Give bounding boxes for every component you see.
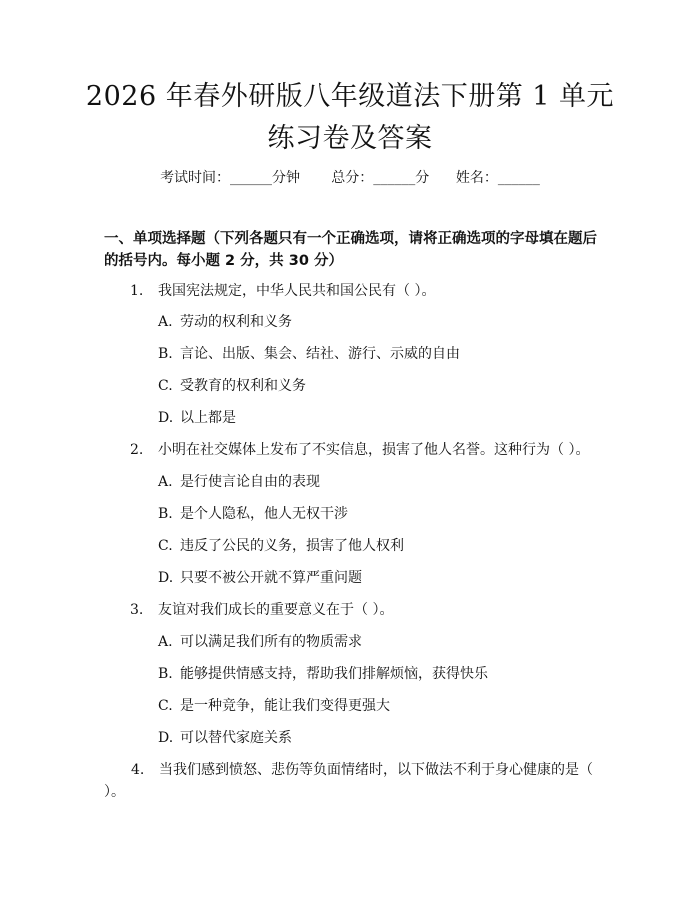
question-1-option-c	[158, 376, 306, 396]
option-letter: A.	[158, 474, 173, 490]
document-title: 2026 年春外研版八年级道法下册第 1 单元练习卷及答案	[85, 81, 615, 154]
section-heading: 一、单项选择题（下列各题只有一个正确选项，请将正确选项的字母填在题后的括号内。每小题 2 分，共 30 分）	[104, 231, 597, 269]
option-letter: B.	[158, 346, 173, 362]
option-text: 可以满足我们所有的物质需求	[180, 634, 362, 650]
question-2	[130, 440, 589, 460]
option-text: 以上都是	[180, 410, 236, 426]
option-letter: B.	[158, 666, 173, 682]
option-letter: C.	[158, 378, 173, 394]
option-text: 受教育的权利和义务	[180, 378, 306, 394]
option-letter: C.	[158, 538, 173, 554]
option-letter: D.	[158, 410, 174, 426]
option-text: 是个人隐私，他人无权干涉	[180, 506, 348, 522]
question-number: 3.	[130, 602, 144, 618]
question-2-option-a	[158, 472, 320, 492]
question-2-option-d	[158, 568, 362, 588]
question-3-option-d	[158, 728, 292, 748]
question-1	[130, 281, 435, 301]
question-text: 我国宪法规定，中华人民共和国公民有（ ）。	[158, 283, 436, 299]
option-text: 劳动的权利和义务	[180, 314, 292, 330]
question-text: 友谊对我们成长的重要意义在于（ ）。	[158, 602, 394, 618]
question-text: 小明在社交媒体上发布了不实信息，损害了他人名誉。这种行为（ ）。	[158, 442, 590, 458]
question-3-option-c	[158, 696, 390, 716]
student-name-field: 姓名：______	[455, 170, 540, 186]
question-3	[130, 600, 393, 620]
exam-time-field: 考试时间：______分钟	[160, 170, 301, 186]
option-text: 是行使言论自由的表现	[180, 474, 320, 490]
question-text: 当我们感到愤怒、悲伤等负面情绪时，以下做法不利于身心健康的是（ ）。	[104, 762, 593, 800]
option-letter: A.	[158, 634, 173, 650]
question-3-option-a	[158, 632, 362, 652]
option-letter: D.	[158, 730, 174, 746]
question-number: 1.	[130, 283, 144, 299]
option-text: 是一种竞争，能让我们变得更强大	[180, 698, 390, 714]
question-1-option-d	[158, 408, 236, 428]
option-text: 只要不被公开就不算严重问题	[180, 570, 362, 586]
option-letter: D.	[158, 570, 174, 586]
question-1-option-a	[158, 312, 292, 332]
option-text: 言论、出版、集会、结社、游行、示威的自由	[180, 346, 460, 362]
question-number: 4.	[131, 762, 145, 778]
option-letter: A.	[158, 314, 173, 330]
total-score-field: 总分：______分	[331, 170, 430, 186]
option-text: 违反了公民的义务，损害了他人权利	[180, 538, 404, 554]
question-2-option-c	[158, 536, 404, 556]
question-2-option-b	[158, 504, 348, 524]
option-text: 可以替代家庭关系	[180, 730, 292, 746]
option-letter: C.	[158, 698, 173, 714]
option-text: 能够提供情感支持，帮助我们排解烦恼，获得快乐	[180, 666, 488, 682]
question-4	[104, 759, 604, 803]
question-number: 2.	[130, 442, 144, 458]
question-1-option-b	[158, 344, 460, 364]
option-letter: B.	[158, 506, 173, 522]
exam-meta-line	[0, 168, 700, 188]
question-3-option-b	[158, 664, 488, 684]
